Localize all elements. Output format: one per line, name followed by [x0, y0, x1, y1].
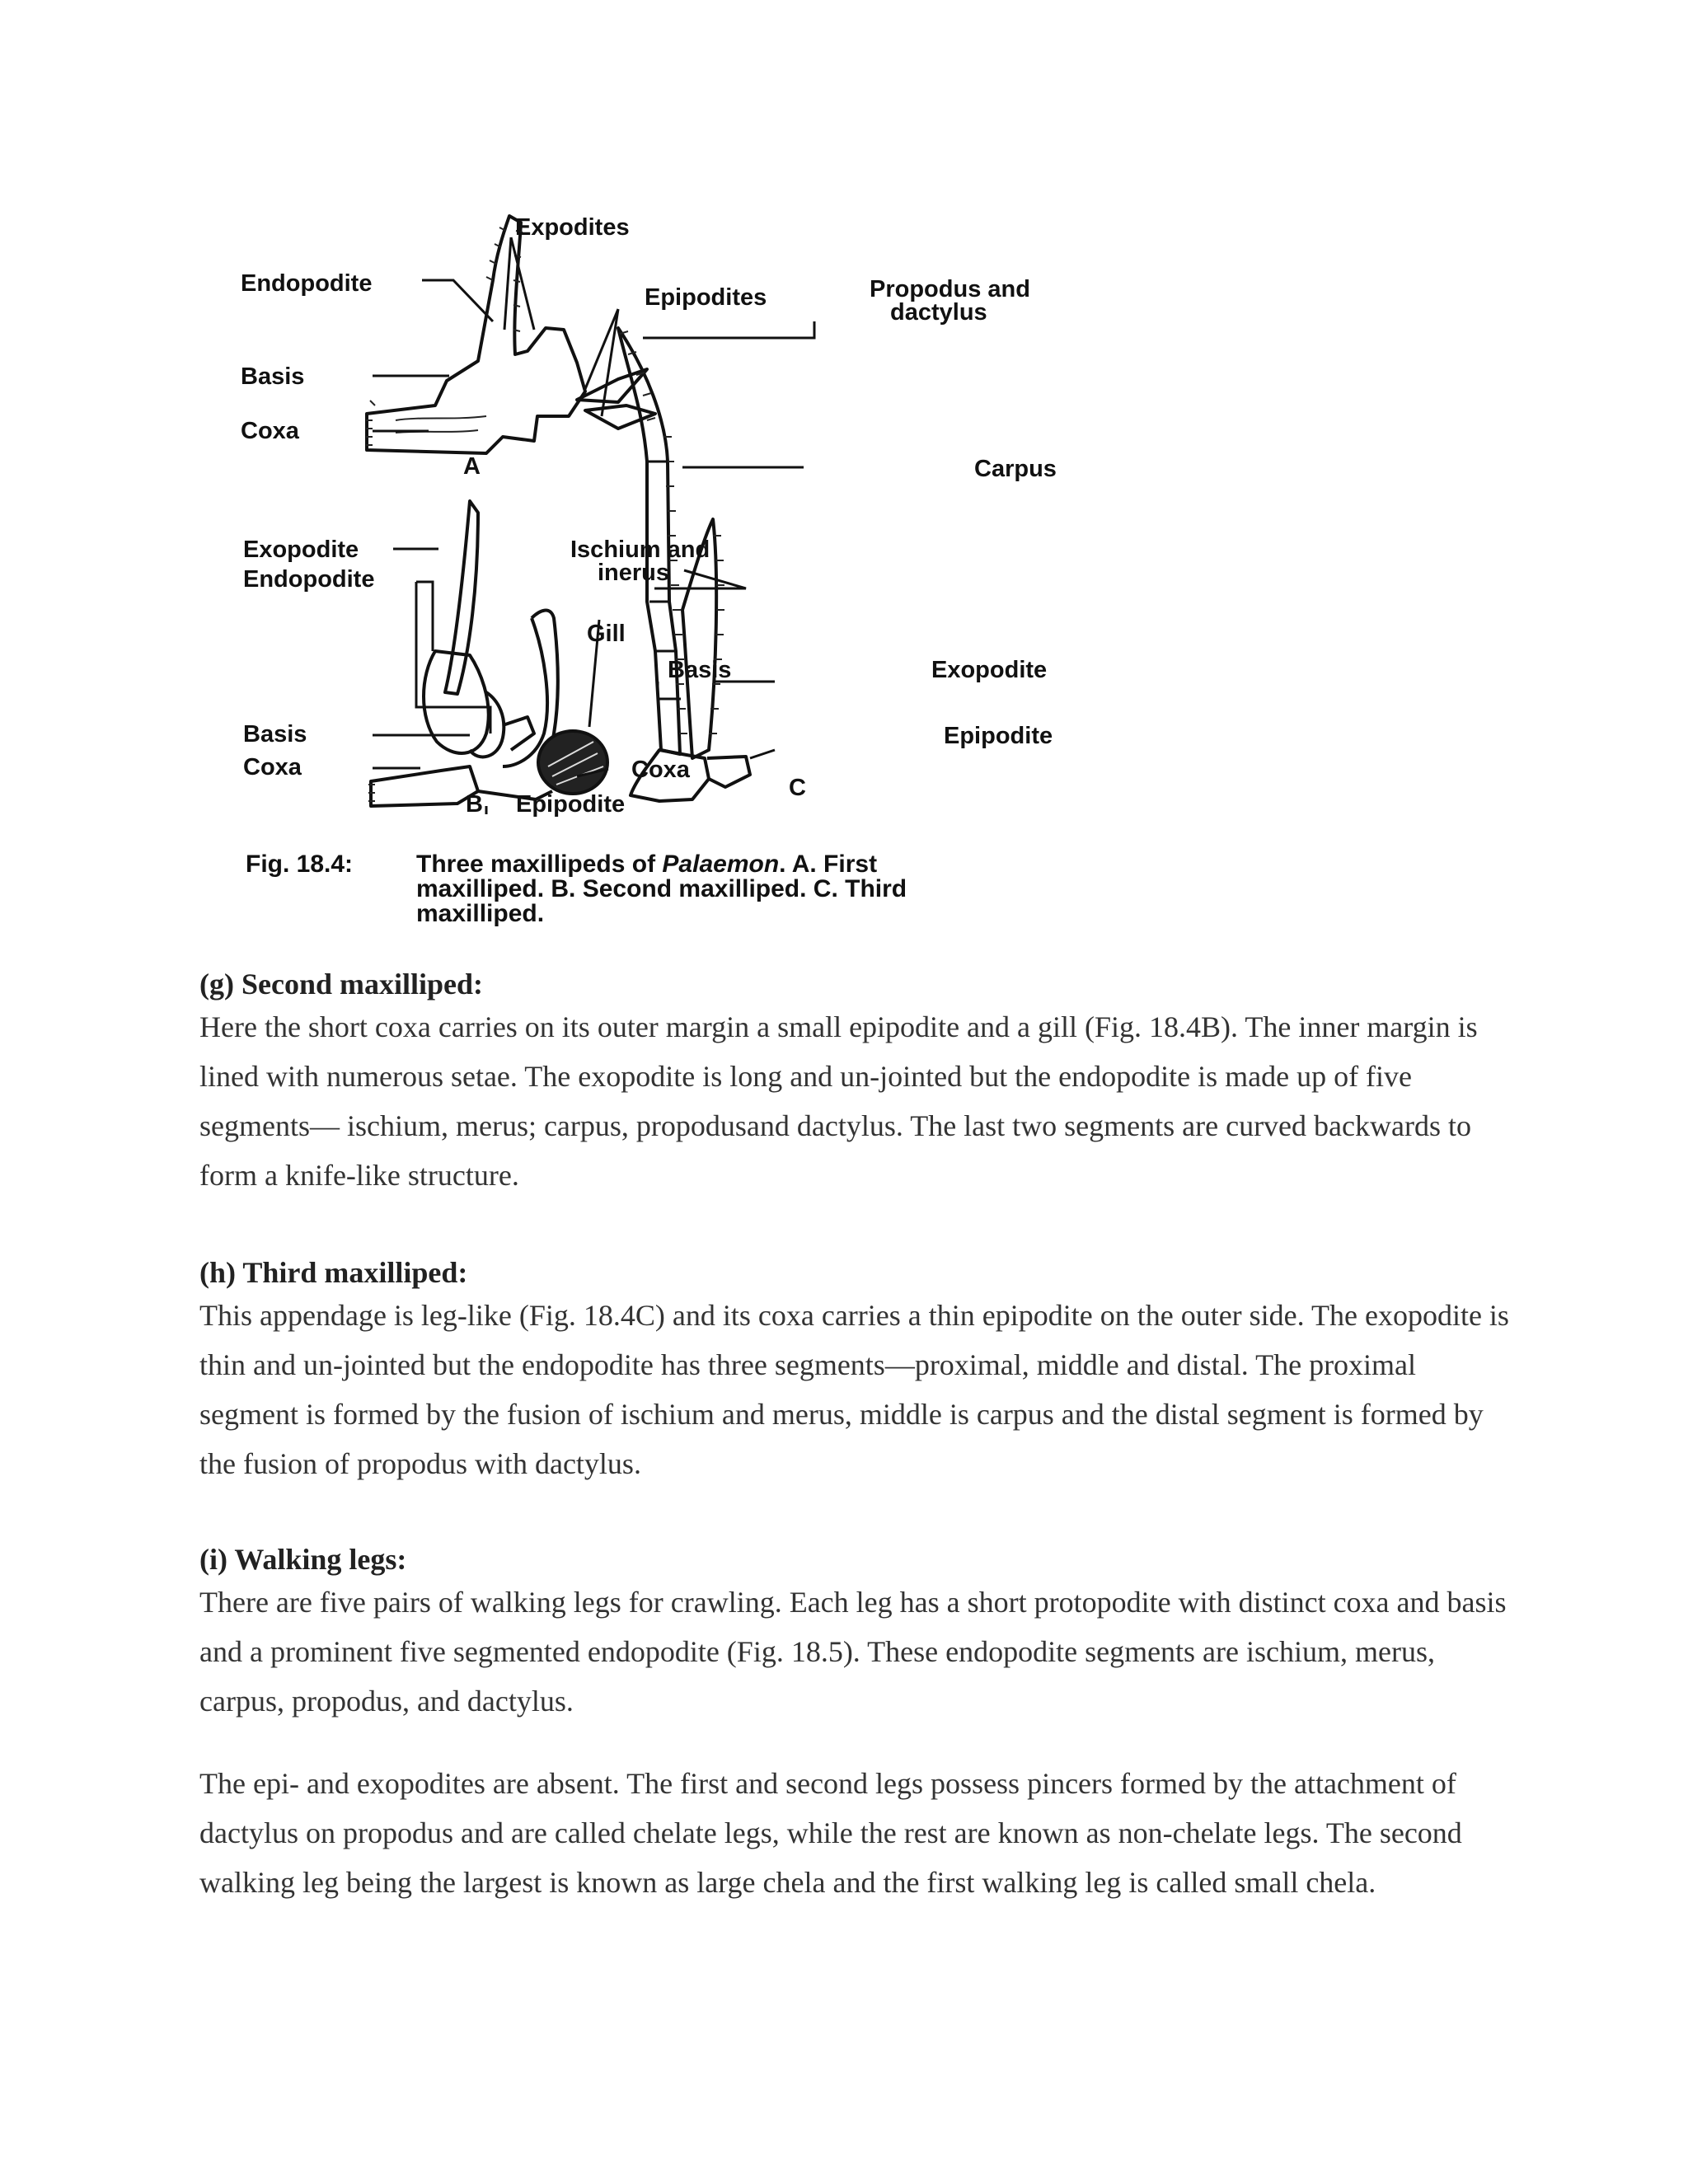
label-exopodite-b: Exopodite [243, 537, 359, 563]
section-paragraph: This appendage is leg-like (Fig. 18.4C) and its coxa carries a thin epipodite on the outer side. The exopodite is thin and un-jointed but the endopodite has three segments—proximal, middle and distal. The proximal segment is formed by the fusion of ischium and merus, middle is carpus and the distal segment is formed by the fusion of propodus with dactylus. [199, 1299, 1509, 1480]
maxillipeds-illustration [231, 190, 1104, 948]
leader-lines [373, 237, 814, 814]
label-basis-a: Basis [241, 363, 305, 390]
figure-number: Fig. 18.4: [246, 851, 354, 878]
label-exopodite-c: Exopodite [931, 657, 1048, 683]
figure-caption-line3: maxilliped. [416, 900, 545, 927]
label-letter-c: C [789, 775, 806, 801]
label-coxa-a: Coxa [241, 418, 299, 444]
label-carpus: Carpus [974, 456, 1057, 482]
label-ischium-line2: inerus [598, 560, 670, 586]
figure-caption-line1: Three maxillipeds of Palaemon. A. First [416, 851, 878, 878]
label-endopodite-a: Endopodite [241, 270, 373, 297]
section-heading: (i) Walking legs: [199, 1543, 407, 1576]
label-epipodite-b: Epipodite [516, 791, 626, 818]
label-coxa-c: Coxa [631, 757, 690, 783]
section-paragraph: Here the short coxa carries on its outer margin a small epipodite and a gill (Fig. 18.4B). The inner margin is lined with numerous setae. The exopodite is long and un-jointed but the endopodite is made up of five segments— ischium, merus; carpus, propodusand dactylus. The last two segments are curved backwards to form a knife-like structure. [199, 1010, 1478, 1192]
section-second-maxilliped [199, 966, 1518, 1200]
label-gill: Gill [587, 621, 626, 647]
figure-18-4 [231, 190, 1104, 948]
section-walking-legs [199, 1541, 1518, 1907]
label-endopodite-b: Endopodite [243, 566, 375, 593]
label-epipodites: Epipodites [645, 284, 767, 311]
label-ischium-line1: Ischium and [570, 537, 710, 563]
section-heading: (g) Second maxilliped: [199, 968, 484, 1001]
label-letter-a: A [463, 453, 481, 480]
label-letter-b: B [466, 791, 483, 818]
section-paragraph: The epi- and exopodites are absent. The first and second legs possess pincers formed by the attachment of dactylus on propodus and are called chelate legs, while the rest are known as non-chelate legs. The second walking leg being the largest is known as large chela and the first walking leg is called small chela. [199, 1767, 1462, 1899]
label-basis-b: Basis [243, 721, 307, 748]
label-basis-c: Basis [668, 657, 732, 683]
label-epipodite-c: Epipodite [944, 723, 1053, 749]
label-propodus-line2: dactylus [890, 299, 987, 326]
section-heading: (h) Third maxilliped: [199, 1256, 468, 1289]
section-paragraph: There are five pairs of walking legs for crawling. Each leg has a short protopodite with distinct coxa and basis and a prominent five segmented endopodite (Fig. 18.5). These endopodite segments are ischium, merus, carpus, propodus, and dactylus. [199, 1586, 1507, 1718]
label-propodus-line1: Propodus and [870, 276, 1030, 302]
figure-caption-line2: maxilliped. B. Second maxilliped. C. Third [416, 875, 907, 902]
section-third-maxilliped [199, 1254, 1518, 1488]
figure-caption-genus: Palaemon [662, 851, 780, 878]
label-expodites: Expodites [515, 214, 630, 241]
label-coxa-b: Coxa [243, 754, 302, 780]
